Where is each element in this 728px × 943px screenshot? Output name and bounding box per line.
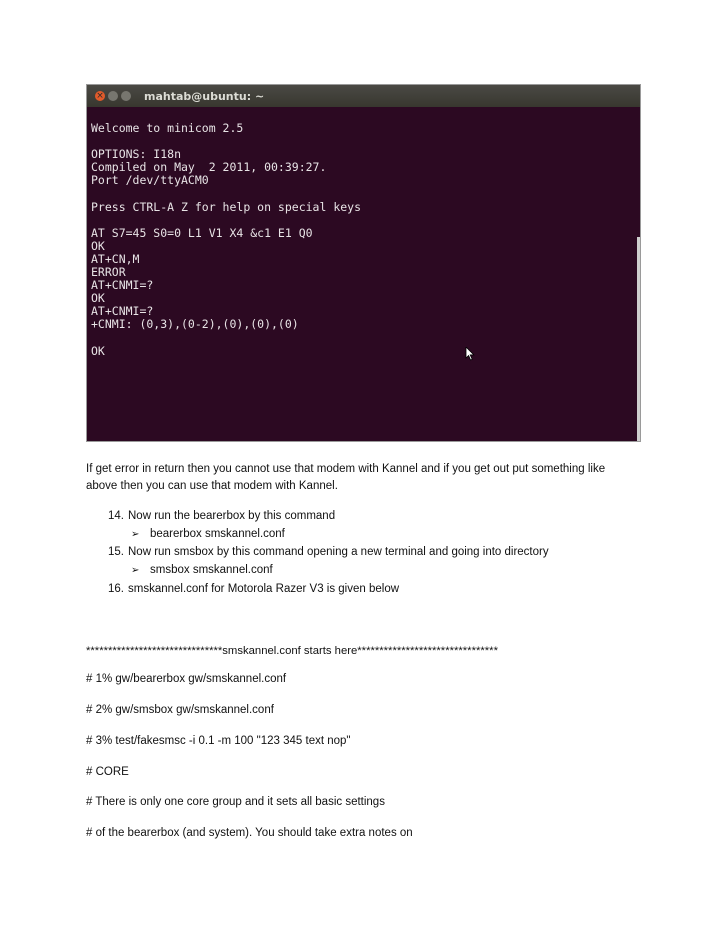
step-15-bullet (131, 563, 273, 578)
close-icon: × (96, 91, 104, 101)
step-16 (108, 582, 399, 597)
terminal-scrollbar-edge (637, 237, 640, 442)
step-number: 14. (108, 510, 124, 522)
bullet-text: smsbox smskannel.conf (150, 564, 273, 576)
terminal-titlebar (87, 85, 640, 107)
config-line: # CORE (86, 766, 129, 778)
paragraph-line-1: If get error in return then you cannot use that modem with Kannel and if you get out put something like (86, 463, 606, 475)
terminal-line: AT+CN,M (91, 251, 140, 266)
arrow-bullet-icon: ➢ (131, 565, 140, 576)
terminal-line: OPTIONS: I18n (91, 147, 182, 162)
config-line: # of the bearerbox (and system). You should take extra notes on (86, 827, 413, 839)
step-number: 15. (108, 546, 124, 558)
step-14-bullet (131, 527, 285, 542)
terminal-line: Port /dev/ttyACM0 (91, 173, 209, 188)
step-15 (108, 545, 549, 560)
terminal-line: Press CTRL-A Z for help on special keys (91, 199, 362, 214)
mouse-pointer-icon (465, 347, 475, 361)
terminal-line: OK (91, 343, 105, 358)
terminal-line: +CNMI: (0,3),(0-2),(0),(0),(0) (91, 317, 299, 332)
terminal-line: AT+CNMI=? (91, 278, 154, 293)
terminal-line: OK (91, 291, 105, 306)
maximize-icon (121, 91, 131, 101)
step-14 (108, 509, 335, 524)
step-number: 16. (108, 583, 124, 595)
terminal-line (91, 187, 640, 200)
terminal-line: Welcome to minicom 2.5 (91, 121, 244, 135)
arrow-bullet-icon: ➢ (131, 529, 140, 540)
minimize-icon (108, 91, 118, 101)
terminal-line: AT S7=45 S0=0 L1 V1 X4 &c1 E1 Q0 (91, 225, 313, 240)
step-text: Now run smsbox by this command opening a new terminal and going into directory (128, 546, 549, 558)
terminal-line (91, 214, 640, 227)
paragraph-line-2: above then you can use that modem with Kannel. (86, 480, 338, 492)
terminal-screenshot (86, 84, 641, 442)
terminal-line: Compiled on May 2 2011, 00:39:27. (91, 160, 327, 175)
terminal-line: ERROR (91, 265, 126, 280)
config-line: # 1% gw/bearerbox gw/smskannel.conf (86, 673, 287, 685)
terminal-title: mahtab@ubuntu: ~ (144, 89, 265, 103)
terminal-line: OK (91, 238, 105, 253)
terminal-line: AT+CNMI=? (91, 304, 154, 319)
terminal-line (91, 332, 640, 345)
config-banner: *******************************smskannel.conf starts here******************************** (86, 645, 498, 657)
bullet-text: bearerbox smskannel.conf (150, 528, 285, 540)
config-line: # 3% test/fakesmsc -i 0.1 -m 100 "123 345 text nop" (86, 735, 351, 747)
step-text: smskannel.conf for Motorola Razer V3 is given below (128, 583, 400, 595)
step-text: Now run the bearerbox by this command (128, 510, 336, 522)
config-line: # There is only one core group and it sets all basic settings (86, 796, 385, 808)
config-line: # 2% gw/smsbox gw/smskannel.conf (86, 704, 274, 716)
terminal-output (87, 107, 640, 441)
